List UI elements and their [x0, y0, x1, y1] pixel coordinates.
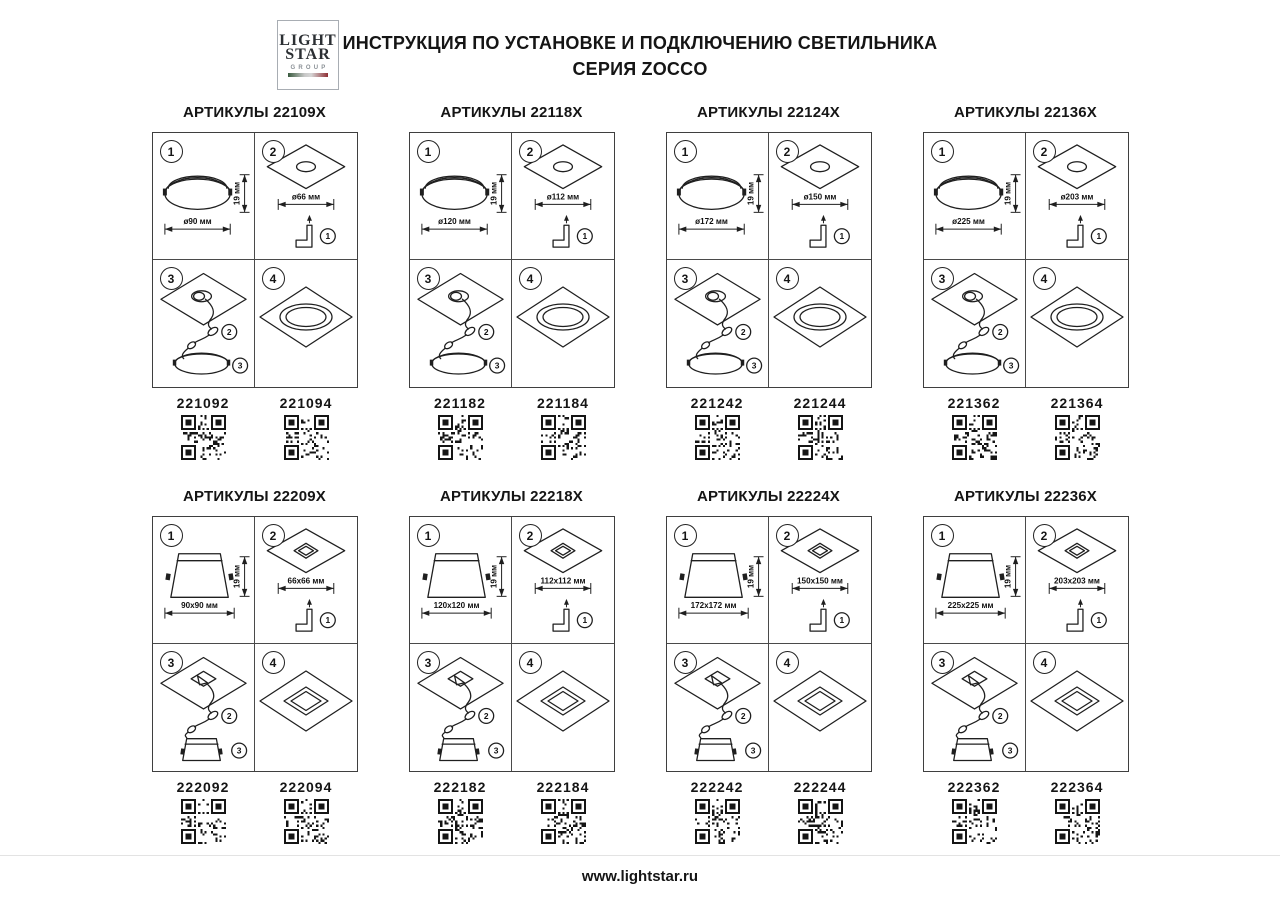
step-cell-1	[153, 133, 255, 260]
cable	[207, 684, 213, 713]
qr-code	[438, 799, 483, 844]
step-number-badge: 2	[519, 524, 542, 547]
logo-text: GROUP	[290, 64, 329, 71]
svg-text:1: 1	[581, 615, 587, 626]
qr-code	[541, 799, 586, 844]
article-item	[255, 779, 358, 844]
article-number: 221092	[176, 395, 230, 411]
footer-divider	[0, 855, 1280, 856]
step-number-badge: 2	[1033, 140, 1056, 163]
mounting-bracket-icon	[296, 225, 312, 247]
step-number-badge: 1	[417, 524, 440, 547]
step-cell-2	[512, 517, 614, 644]
mounting-clip-icon	[988, 748, 993, 754]
cable	[721, 684, 727, 713]
mounting-clip-icon	[999, 189, 1003, 196]
article-number: 222244	[793, 779, 847, 795]
mounting-bracket-icon	[1067, 609, 1083, 631]
svg-text:3: 3	[1008, 360, 1013, 371]
article-number: 221362	[947, 395, 1001, 411]
article-number: 222364	[1050, 779, 1104, 795]
step-number-badge: 4	[519, 267, 542, 290]
svg-text:3: 3	[237, 360, 242, 371]
mounting-clip-icon	[483, 360, 486, 366]
page-title	[0, 0, 1280, 82]
cable	[696, 348, 702, 358]
svg-text:2: 2	[997, 710, 1003, 721]
mounting-bracket-icon	[296, 609, 312, 631]
step-cell-4	[512, 260, 614, 387]
svg-text:2: 2	[740, 326, 746, 337]
panel-title: АРТИКУЛЫ 22209X	[183, 488, 326, 505]
article-number: 222184	[536, 779, 590, 795]
step-number-badge: 1	[160, 140, 183, 163]
instruction-grid	[409, 132, 615, 388]
svg-text:2: 2	[997, 326, 1003, 337]
step-number-badge: 2	[776, 524, 799, 547]
svg-text:1: 1	[1095, 615, 1101, 626]
step-cell-2	[255, 517, 357, 644]
mounting-clip-icon	[933, 189, 937, 196]
panel-title: АРТИКУЛЫ 22124X	[697, 104, 840, 121]
articles-row	[152, 779, 358, 844]
step-cell-4	[1026, 644, 1128, 771]
step-cell-1	[924, 517, 1026, 644]
article-number: 222094	[279, 779, 333, 795]
step-number-badge: 2	[776, 140, 799, 163]
panel-title: АРТИКУЛЫ 22218X	[440, 488, 583, 505]
cable	[719, 299, 727, 329]
qr-code	[798, 799, 843, 844]
step-number-badge: 4	[776, 651, 799, 674]
step-cell-2	[512, 133, 614, 260]
cable	[182, 348, 188, 358]
articles-row	[152, 395, 358, 460]
step-cell-1	[410, 133, 512, 260]
article-item	[409, 779, 512, 844]
step-cell-4	[769, 260, 871, 387]
step-number-badge: 4	[519, 651, 542, 674]
qr-code	[1055, 415, 1100, 460]
step-number-badge: 3	[931, 651, 954, 674]
instruction-grid	[923, 516, 1129, 772]
article-number: 222242	[690, 779, 744, 795]
step-number-badge: 1	[931, 140, 954, 163]
step-number-badge: 2	[1033, 524, 1056, 547]
svg-text:1: 1	[1095, 231, 1101, 242]
article-item	[1026, 395, 1129, 460]
article-panel	[666, 488, 872, 844]
svg-text:2: 2	[226, 326, 232, 337]
article-item	[923, 395, 1026, 460]
article-number: 221184	[537, 395, 589, 411]
qr-code	[438, 415, 483, 460]
svg-text:3: 3	[750, 745, 755, 756]
mounting-clip-icon	[943, 360, 946, 366]
qr-code	[284, 799, 329, 844]
step-cell-2	[769, 517, 871, 644]
panel-title: АРТИКУЛЫ 22224X	[697, 488, 840, 505]
mounting-clip-icon	[226, 360, 229, 366]
svg-text:1: 1	[324, 615, 330, 626]
qr-code	[1055, 799, 1100, 844]
cable	[978, 684, 984, 713]
step-number-badge: 4	[1033, 267, 1056, 290]
step-cell-1	[410, 517, 512, 644]
dimension-label: 66x66 мм	[287, 576, 324, 586]
qr-code	[181, 415, 226, 460]
article-item	[1026, 779, 1129, 844]
mounting-clip-icon	[180, 748, 185, 754]
step-number-badge: 4	[1033, 651, 1056, 674]
step-number-badge: 2	[262, 140, 285, 163]
step-cell-3	[153, 260, 255, 387]
step-cell-3	[924, 644, 1026, 771]
footer	[0, 855, 1280, 905]
dimension-label: 19 мм	[232, 564, 242, 589]
step-cell-3	[153, 644, 255, 771]
dimension-label: 19 мм	[1003, 181, 1013, 206]
dimension-label: 90x90 мм	[180, 601, 218, 611]
lightstar-logo	[277, 20, 339, 90]
step-number-badge: 3	[931, 267, 954, 290]
article-number: 222092	[176, 779, 230, 795]
dimension-label: 225x225 мм	[947, 601, 993, 611]
cable	[451, 719, 466, 727]
article-panel	[923, 104, 1129, 460]
qr-code	[952, 799, 997, 844]
qr-code	[695, 415, 740, 460]
dimension-label: ø150 мм	[803, 192, 836, 202]
step-cell-2	[1026, 133, 1128, 260]
article-panel	[152, 104, 358, 460]
cable	[708, 335, 723, 343]
article-panel	[409, 104, 615, 460]
cable	[205, 299, 213, 329]
step-cell-3	[410, 644, 512, 771]
step-number-badge: 1	[931, 524, 954, 547]
svg-text:1: 1	[838, 231, 844, 242]
cable	[442, 732, 445, 737]
mounting-clip-icon	[997, 360, 1000, 366]
step-cell-1	[924, 133, 1026, 260]
mounting-clip-icon	[437, 748, 442, 754]
svg-text:3: 3	[493, 745, 498, 756]
articles-row	[409, 395, 615, 460]
cable	[976, 299, 984, 329]
article-number: 221244	[793, 395, 847, 411]
mounting-clip-icon	[740, 360, 743, 366]
articles-row	[923, 779, 1129, 844]
dimension-label: 19 мм	[746, 564, 756, 589]
dimension-label: ø225 мм	[951, 217, 985, 227]
dimension-label: 203x203 мм	[1053, 576, 1100, 586]
logo-text: LIGHT	[279, 31, 337, 49]
cable	[464, 684, 470, 713]
step-cell-3	[667, 644, 769, 771]
article-panel	[409, 488, 615, 844]
dimension-label: 19 мм	[489, 181, 499, 206]
svg-text:1: 1	[581, 231, 587, 242]
instruction-grid	[409, 516, 615, 772]
article-item	[255, 395, 358, 460]
article-panel	[152, 488, 358, 844]
svg-text:2: 2	[226, 710, 232, 721]
page-title-line-2: СЕРИЯ ZOCCO	[572, 59, 708, 79]
step-cell-3	[667, 260, 769, 387]
article-number: 221094	[279, 395, 333, 411]
mounting-clip-icon	[165, 573, 170, 580]
cable	[965, 335, 980, 343]
cable	[965, 719, 980, 727]
page-title-line-1: ИНСТРУКЦИЯ ПО УСТАНОВКЕ И ПОДКЛЮЧЕНИЮ СВЕТИЛЬНИКА	[342, 33, 938, 53]
mounting-clip-icon	[694, 748, 699, 754]
articles-row	[923, 395, 1129, 460]
mounting-clip-icon	[217, 748, 222, 754]
step-number-badge: 1	[674, 140, 697, 163]
svg-text:1: 1	[324, 231, 330, 242]
mounting-clip-icon	[422, 573, 427, 580]
mounting-clip-icon	[228, 189, 232, 196]
mounting-clip-icon	[419, 189, 423, 196]
cable	[699, 732, 702, 737]
cable	[439, 348, 445, 358]
panels-row-2	[0, 488, 1280, 844]
step-cell-1	[667, 133, 769, 260]
dimension-label: 19 мм	[232, 181, 242, 206]
cable	[194, 335, 209, 343]
dimension-label: ø90 мм	[182, 217, 212, 227]
dimension-label: ø203 мм	[1060, 192, 1093, 202]
cable	[451, 335, 466, 343]
dimension-label: 112x112 мм	[539, 576, 586, 586]
panel-title: АРТИКУЛЫ 22236X	[954, 488, 1097, 505]
italian-flag-stripe	[288, 73, 328, 77]
svg-text:2: 2	[483, 710, 489, 721]
dimension-label: ø112 мм	[546, 192, 579, 202]
step-cell-4	[255, 644, 357, 771]
dimension-label: 120x120 мм	[433, 601, 479, 611]
cable	[953, 348, 959, 358]
panel-title: АРТИКУЛЫ 22136X	[954, 104, 1097, 121]
cable	[956, 732, 959, 737]
step-number-badge: 1	[674, 524, 697, 547]
article-panel	[666, 104, 872, 460]
step-number-badge: 3	[674, 267, 697, 290]
step-number-badge: 3	[160, 267, 183, 290]
footer-url: www.lightstar.ru	[581, 868, 699, 885]
dimension-label: 19 мм	[489, 564, 499, 589]
cable	[462, 299, 470, 329]
article-item	[769, 779, 872, 844]
step-number-badge: 4	[262, 267, 285, 290]
svg-text:3: 3	[1007, 745, 1012, 756]
step-number-badge: 3	[674, 651, 697, 674]
instruction-grid	[152, 516, 358, 772]
svg-text:3: 3	[751, 360, 756, 371]
mounting-bracket-icon	[810, 609, 826, 631]
step-number-badge: 2	[519, 140, 542, 163]
step-cell-3	[410, 260, 512, 387]
mounting-clip-icon	[742, 189, 746, 196]
article-number: 221242	[690, 395, 744, 411]
mounting-clip-icon	[429, 360, 432, 366]
dimension-label: 172x172 мм	[690, 601, 736, 611]
article-panel	[923, 488, 1129, 844]
panel-title: АРТИКУЛЫ 22118X	[440, 104, 583, 121]
dimension-label: 150x150 мм	[796, 576, 843, 586]
article-item	[409, 395, 512, 460]
mounting-clip-icon	[676, 189, 680, 196]
mounting-clip-icon	[936, 573, 941, 580]
step-cell-1	[153, 517, 255, 644]
mounting-bracket-icon	[553, 225, 569, 247]
step-cell-4	[512, 644, 614, 771]
mounting-clip-icon	[474, 748, 479, 754]
article-number: 221182	[434, 395, 486, 411]
instruction-grid	[923, 132, 1129, 388]
article-item	[769, 395, 872, 460]
instruction-grid	[666, 516, 872, 772]
step-cell-4	[255, 260, 357, 387]
step-cell-3	[924, 260, 1026, 387]
step-number-badge: 4	[776, 267, 799, 290]
mounting-clip-icon	[162, 189, 166, 196]
panels-row-1	[0, 104, 1280, 460]
mounting-clip-icon	[679, 573, 684, 580]
step-number-badge: 3	[160, 651, 183, 674]
step-number-badge: 4	[262, 651, 285, 674]
step-cell-2	[1026, 517, 1128, 644]
step-number-badge: 1	[160, 524, 183, 547]
mounting-clip-icon	[172, 360, 175, 366]
svg-text:3: 3	[236, 745, 241, 756]
dimension-label: ø120 мм	[437, 217, 471, 227]
mounting-bracket-icon	[1067, 225, 1083, 247]
svg-text:3: 3	[494, 360, 499, 371]
mounting-clip-icon	[951, 748, 956, 754]
dimension-label: 19 мм	[1003, 564, 1013, 589]
instruction-grid	[152, 132, 358, 388]
qr-code	[284, 415, 329, 460]
article-number: 222182	[433, 779, 487, 795]
qr-code	[541, 415, 586, 460]
mounting-clip-icon	[731, 748, 736, 754]
dimension-label: ø66 мм	[291, 192, 320, 202]
qr-code	[181, 799, 226, 844]
article-item	[666, 395, 769, 460]
article-item	[512, 395, 615, 460]
qr-code	[798, 415, 843, 460]
header	[0, 0, 1280, 82]
step-cell-1	[667, 517, 769, 644]
mounting-clip-icon	[686, 360, 689, 366]
articles-row	[666, 779, 872, 844]
article-item	[666, 779, 769, 844]
step-number-badge: 1	[417, 140, 440, 163]
step-cell-2	[255, 133, 357, 260]
logo-text: STAR	[285, 45, 331, 63]
dimension-label: ø172 мм	[694, 217, 728, 227]
cable	[708, 719, 723, 727]
article-number: 221364	[1050, 395, 1104, 411]
article-item	[152, 395, 255, 460]
mounting-bracket-icon	[810, 225, 826, 247]
article-item	[152, 779, 255, 844]
article-item	[923, 779, 1026, 844]
step-number-badge: 2	[262, 524, 285, 547]
cable	[185, 732, 188, 737]
step-number-badge: 3	[417, 267, 440, 290]
qr-code	[695, 799, 740, 844]
step-number-badge: 3	[417, 651, 440, 674]
article-item	[512, 779, 615, 844]
mounting-clip-icon	[485, 189, 489, 196]
articles-row	[666, 395, 872, 460]
step-cell-4	[769, 644, 871, 771]
mounting-bracket-icon	[553, 609, 569, 631]
panel-title: АРТИКУЛЫ 22109X	[183, 104, 326, 121]
cable	[194, 719, 209, 727]
svg-text:2: 2	[740, 710, 746, 721]
instruction-grid	[666, 132, 872, 388]
step-cell-4	[1026, 260, 1128, 387]
articles-row	[409, 779, 615, 844]
svg-text:2: 2	[483, 326, 489, 337]
step-cell-2	[769, 133, 871, 260]
dimension-label: 19 мм	[746, 181, 756, 206]
qr-code	[952, 415, 997, 460]
article-number: 222362	[947, 779, 1001, 795]
svg-text:1: 1	[838, 615, 844, 626]
